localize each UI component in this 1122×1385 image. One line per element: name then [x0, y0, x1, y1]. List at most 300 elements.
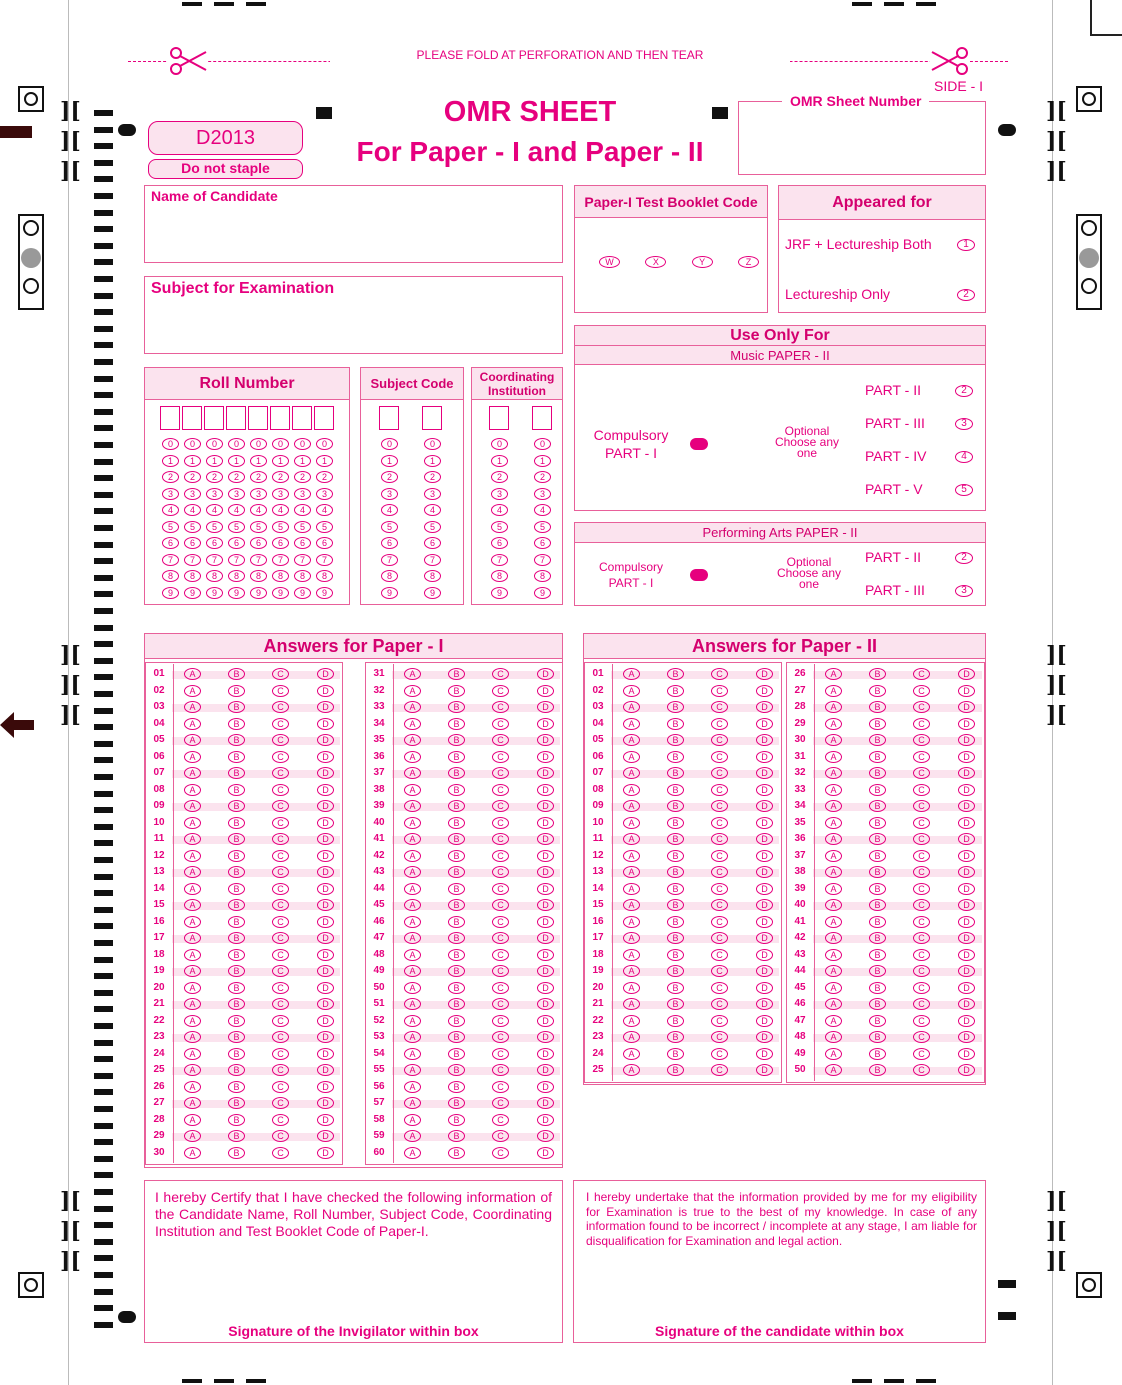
answer-bubble-d[interactable]: D: [958, 1015, 975, 1027]
digit-bubble[interactable]: 6: [294, 537, 311, 549]
answer-bubble-a[interactable]: A: [404, 701, 421, 713]
part-bubble[interactable]: 4: [955, 451, 973, 463]
answer-bubble-d[interactable]: D: [317, 1031, 334, 1043]
answer-bubble-b[interactable]: B: [667, 949, 684, 961]
answer-bubble-a[interactable]: A: [404, 767, 421, 779]
answer-bubble-b[interactable]: B: [667, 1031, 684, 1043]
digit-bubble[interactable]: 8: [381, 570, 398, 582]
digit-bubble[interactable]: 1: [184, 455, 201, 467]
answer-bubble-d[interactable]: D: [756, 1015, 773, 1027]
answer-bubble-d[interactable]: D: [756, 1031, 773, 1043]
answer-bubble-b[interactable]: B: [667, 685, 684, 697]
answer-bubble-d[interactable]: D: [958, 817, 975, 829]
answer-bubble-a[interactable]: A: [184, 833, 201, 845]
answer-bubble-b[interactable]: B: [448, 784, 465, 796]
answer-bubble-a[interactable]: A: [825, 718, 842, 730]
digit-bubble[interactable]: 6: [162, 537, 179, 549]
answer-bubble-b[interactable]: B: [667, 850, 684, 862]
answer-bubble-b[interactable]: B: [869, 833, 886, 845]
digit-bubble[interactable]: 8: [491, 570, 508, 582]
digit-bubble[interactable]: 2: [228, 471, 245, 483]
answer-bubble-b[interactable]: B: [869, 817, 886, 829]
answer-bubble-c[interactable]: C: [711, 932, 728, 944]
answer-bubble-a[interactable]: A: [404, 1130, 421, 1142]
answer-bubble-b[interactable]: B: [448, 883, 465, 895]
digit-entry-box[interactable]: [182, 406, 202, 430]
answer-bubble-c[interactable]: C: [913, 932, 930, 944]
digit-bubble[interactable]: 8: [206, 570, 223, 582]
answer-bubble-a[interactable]: A: [825, 751, 842, 763]
answer-bubble-b[interactable]: B: [448, 1147, 465, 1159]
answer-bubble-a[interactable]: A: [825, 767, 842, 779]
digit-bubble[interactable]: 8: [228, 570, 245, 582]
answer-bubble-a[interactable]: A: [404, 718, 421, 730]
digit-bubble[interactable]: 5: [294, 521, 311, 533]
digit-bubble[interactable]: 9: [316, 587, 333, 599]
answer-bubble-b[interactable]: B: [228, 866, 245, 878]
answer-bubble-c[interactable]: C: [272, 883, 289, 895]
digit-bubble[interactable]: 4: [534, 504, 551, 516]
digit-bubble[interactable]: 4: [228, 504, 245, 516]
answer-bubble-c[interactable]: C: [913, 734, 930, 746]
answer-bubble-c[interactable]: C: [272, 982, 289, 994]
answer-bubble-c[interactable]: C: [492, 982, 509, 994]
answer-bubble-a[interactable]: A: [825, 800, 842, 812]
answer-bubble-b[interactable]: B: [667, 751, 684, 763]
digit-bubble[interactable]: 6: [424, 537, 441, 549]
answer-bubble-c[interactable]: C: [492, 1015, 509, 1027]
answer-bubble-a[interactable]: A: [825, 1031, 842, 1043]
answer-bubble-d[interactable]: D: [537, 1097, 554, 1109]
answer-bubble-c[interactable]: C: [272, 1031, 289, 1043]
answer-bubble-c[interactable]: C: [272, 767, 289, 779]
answer-bubble-d[interactable]: D: [537, 784, 554, 796]
answer-bubble-b[interactable]: B: [228, 949, 245, 961]
answer-bubble-a[interactable]: A: [623, 866, 640, 878]
answer-bubble-c[interactable]: C: [272, 916, 289, 928]
part-bubble[interactable]: 3: [955, 418, 973, 430]
answer-bubble-b[interactable]: B: [667, 767, 684, 779]
answer-bubble-c[interactable]: C: [913, 965, 930, 977]
answer-bubble-d[interactable]: D: [317, 899, 334, 911]
digit-bubble[interactable]: 1: [316, 455, 333, 467]
digit-bubble[interactable]: 6: [206, 537, 223, 549]
answer-bubble-d[interactable]: D: [756, 685, 773, 697]
answer-bubble-a[interactable]: A: [623, 965, 640, 977]
answer-bubble-c[interactable]: C: [492, 734, 509, 746]
answer-bubble-a[interactable]: A: [184, 701, 201, 713]
part-bubble[interactable]: 3: [955, 585, 973, 597]
answer-bubble-b[interactable]: B: [869, 1015, 886, 1027]
answer-bubble-b[interactable]: B: [228, 998, 245, 1010]
answer-bubble-c[interactable]: C: [272, 1015, 289, 1027]
answer-bubble-a[interactable]: A: [825, 899, 842, 911]
answer-bubble-a[interactable]: A: [184, 1130, 201, 1142]
answer-bubble-a[interactable]: A: [623, 1031, 640, 1043]
answer-bubble-a[interactable]: A: [404, 1015, 421, 1027]
answer-bubble-c[interactable]: C: [913, 784, 930, 796]
answer-bubble-c[interactable]: C: [913, 800, 930, 812]
answer-bubble-c[interactable]: C: [711, 1064, 728, 1076]
answer-bubble-d[interactable]: D: [317, 850, 334, 862]
answer-bubble-a[interactable]: A: [404, 1081, 421, 1093]
answer-bubble-a[interactable]: A: [184, 982, 201, 994]
answer-bubble-c[interactable]: C: [492, 718, 509, 730]
digit-bubble[interactable]: 2: [162, 471, 179, 483]
answer-bubble-c[interactable]: C: [492, 932, 509, 944]
omr-number-box[interactable]: [738, 101, 986, 175]
answer-bubble-d[interactable]: D: [537, 1114, 554, 1126]
answer-bubble-a[interactable]: A: [623, 998, 640, 1010]
answer-bubble-a[interactable]: A: [404, 1031, 421, 1043]
digit-bubble[interactable]: 9: [206, 587, 223, 599]
answer-bubble-d[interactable]: D: [537, 998, 554, 1010]
answer-bubble-a[interactable]: A: [825, 701, 842, 713]
digit-bubble[interactable]: 0: [424, 438, 441, 450]
answer-bubble-b[interactable]: B: [667, 734, 684, 746]
part-option[interactable]: [865, 382, 973, 400]
digit-entry-box[interactable]: [226, 406, 246, 430]
answer-bubble-c[interactable]: C: [913, 701, 930, 713]
answer-bubble-d[interactable]: D: [537, 767, 554, 779]
answer-bubble-a[interactable]: A: [825, 916, 842, 928]
answer-bubble-a[interactable]: A: [623, 800, 640, 812]
answer-bubble-a[interactable]: A: [404, 668, 421, 680]
answer-bubble-d[interactable]: D: [317, 751, 334, 763]
answer-bubble-b[interactable]: B: [667, 833, 684, 845]
answer-bubble-a[interactable]: A: [404, 949, 421, 961]
digit-bubble[interactable]: 2: [206, 471, 223, 483]
digit-bubble[interactable]: 6: [316, 537, 333, 549]
answer-bubble-c[interactable]: C: [272, 1048, 289, 1060]
answer-bubble-a[interactable]: A: [404, 817, 421, 829]
answer-bubble-a[interactable]: A: [404, 1064, 421, 1076]
digit-bubble[interactable]: 9: [162, 587, 179, 599]
answer-bubble-b[interactable]: B: [448, 1114, 465, 1126]
answer-bubble-b[interactable]: B: [869, 685, 886, 697]
digit-bubble[interactable]: 1: [491, 455, 508, 467]
answer-bubble-b[interactable]: B: [448, 965, 465, 977]
answer-bubble-c[interactable]: C: [913, 850, 930, 862]
booklet-option-x[interactable]: X: [645, 256, 666, 268]
answer-bubble-c[interactable]: C: [913, 817, 930, 829]
answer-bubble-d[interactable]: D: [317, 949, 334, 961]
answer-bubble-b[interactable]: B: [448, 767, 465, 779]
answer-bubble-b[interactable]: B: [667, 784, 684, 796]
answer-bubble-d[interactable]: D: [537, 1064, 554, 1076]
answer-bubble-d[interactable]: D: [537, 916, 554, 928]
answer-bubble-c[interactable]: C: [492, 1031, 509, 1043]
answer-bubble-a[interactable]: A: [825, 668, 842, 680]
answer-bubble-d[interactable]: D: [958, 899, 975, 911]
answer-bubble-a[interactable]: A: [623, 932, 640, 944]
answer-bubble-b[interactable]: B: [228, 1031, 245, 1043]
answer-bubble-c[interactable]: C: [711, 916, 728, 928]
answer-bubble-a[interactable]: A: [184, 1031, 201, 1043]
digit-bubble[interactable]: 2: [184, 471, 201, 483]
answer-bubble-b[interactable]: B: [448, 1015, 465, 1027]
digit-bubble[interactable]: 2: [294, 471, 311, 483]
answer-bubble-c[interactable]: C: [272, 800, 289, 812]
answer-bubble-a[interactable]: A: [623, 685, 640, 697]
digit-entry-box[interactable]: [270, 406, 290, 430]
digit-bubble[interactable]: 8: [250, 570, 267, 582]
answer-bubble-d[interactable]: D: [958, 1048, 975, 1060]
answer-bubble-a[interactable]: A: [404, 899, 421, 911]
answer-bubble-c[interactable]: C: [711, 685, 728, 697]
digit-entry-box[interactable]: [160, 406, 180, 430]
answer-bubble-d[interactable]: D: [317, 1097, 334, 1109]
answer-bubble-a[interactable]: A: [825, 833, 842, 845]
answer-bubble-d[interactable]: D: [317, 784, 334, 796]
answer-bubble-b[interactable]: B: [228, 800, 245, 812]
subject-field[interactable]: [144, 276, 563, 354]
answer-bubble-b[interactable]: B: [228, 1015, 245, 1027]
digit-bubble[interactable]: 9: [381, 587, 398, 599]
answer-bubble-a[interactable]: A: [623, 949, 640, 961]
answer-bubble-a[interactable]: A: [184, 685, 201, 697]
digit-bubble[interactable]: 4: [162, 504, 179, 516]
answer-bubble-a[interactable]: A: [184, 1114, 201, 1126]
answer-bubble-c[interactable]: C: [272, 784, 289, 796]
answer-bubble-c[interactable]: C: [272, 1130, 289, 1142]
digit-bubble[interactable]: 3: [294, 488, 311, 500]
answer-bubble-c[interactable]: C: [492, 1130, 509, 1142]
answer-bubble-c[interactable]: C: [492, 767, 509, 779]
answer-bubble-a[interactable]: A: [184, 850, 201, 862]
answer-bubble-b[interactable]: B: [667, 866, 684, 878]
answer-bubble-a[interactable]: A: [623, 668, 640, 680]
appeared-option-2-bubble[interactable]: 2: [957, 289, 975, 301]
answer-bubble-a[interactable]: A: [184, 800, 201, 812]
digit-bubble[interactable]: 3: [491, 488, 508, 500]
digit-bubble[interactable]: 1: [206, 455, 223, 467]
answer-bubble-c[interactable]: C: [272, 668, 289, 680]
answer-bubble-c[interactable]: C: [711, 982, 728, 994]
answer-bubble-b[interactable]: B: [667, 817, 684, 829]
answer-bubble-c[interactable]: C: [711, 817, 728, 829]
answer-bubble-d[interactable]: D: [317, 685, 334, 697]
digit-bubble[interactable]: 8: [162, 570, 179, 582]
answer-bubble-a[interactable]: A: [184, 998, 201, 1010]
answer-bubble-a[interactable]: A: [404, 883, 421, 895]
answer-bubble-b[interactable]: B: [869, 701, 886, 713]
answer-bubble-b[interactable]: B: [228, 668, 245, 680]
digit-entry-box[interactable]: [204, 406, 224, 430]
answer-bubble-b[interactable]: B: [448, 949, 465, 961]
answer-bubble-c[interactable]: C: [492, 998, 509, 1010]
answer-bubble-c[interactable]: C: [492, 701, 509, 713]
answer-bubble-b[interactable]: B: [667, 932, 684, 944]
answer-bubble-d[interactable]: D: [317, 668, 334, 680]
digit-bubble[interactable]: 8: [184, 570, 201, 582]
answer-bubble-c[interactable]: C: [711, 701, 728, 713]
answer-bubble-b[interactable]: B: [869, 718, 886, 730]
answer-bubble-c[interactable]: C: [913, 751, 930, 763]
booklet-option-y[interactable]: Y: [692, 256, 713, 268]
answer-bubble-a[interactable]: A: [825, 850, 842, 862]
answer-bubble-a[interactable]: A: [623, 883, 640, 895]
answer-bubble-c[interactable]: C: [492, 751, 509, 763]
answer-bubble-a[interactable]: A: [404, 1147, 421, 1159]
answer-bubble-d[interactable]: D: [958, 850, 975, 862]
answer-bubble-a[interactable]: A: [184, 1064, 201, 1076]
booklet-option-z[interactable]: Z: [738, 256, 759, 268]
answer-bubble-a[interactable]: A: [825, 949, 842, 961]
answer-bubble-b[interactable]: B: [667, 668, 684, 680]
answer-bubble-a[interactable]: A: [184, 1147, 201, 1159]
answer-bubble-a[interactable]: A: [404, 932, 421, 944]
answer-bubble-d[interactable]: D: [537, 1147, 554, 1159]
answer-bubble-c[interactable]: C: [492, 866, 509, 878]
answer-bubble-b[interactable]: B: [667, 1064, 684, 1076]
digit-bubble[interactable]: 5: [491, 521, 508, 533]
digit-bubble[interactable]: 2: [424, 471, 441, 483]
answer-bubble-c[interactable]: C: [711, 734, 728, 746]
digit-bubble[interactable]: 6: [184, 537, 201, 549]
answer-bubble-d[interactable]: D: [537, 1048, 554, 1060]
answer-bubble-a[interactable]: A: [404, 734, 421, 746]
answer-bubble-d[interactable]: D: [537, 949, 554, 961]
answer-bubble-b[interactable]: B: [228, 1048, 245, 1060]
digit-bubble[interactable]: 4: [272, 504, 289, 516]
answer-bubble-c[interactable]: C: [272, 1114, 289, 1126]
digit-bubble[interactable]: 7: [316, 554, 333, 566]
digit-bubble[interactable]: 5: [534, 521, 551, 533]
answer-bubble-a[interactable]: A: [623, 718, 640, 730]
digit-bubble[interactable]: 5: [184, 521, 201, 533]
answer-bubble-a[interactable]: A: [404, 982, 421, 994]
digit-bubble[interactable]: 5: [381, 521, 398, 533]
answer-bubble-b[interactable]: B: [228, 701, 245, 713]
digit-bubble[interactable]: 5: [424, 521, 441, 533]
answer-bubble-a[interactable]: A: [404, 685, 421, 697]
answer-bubble-a[interactable]: A: [623, 899, 640, 911]
answer-bubble-b[interactable]: B: [448, 998, 465, 1010]
answer-bubble-a[interactable]: A: [184, 866, 201, 878]
answer-bubble-b[interactable]: B: [869, 998, 886, 1010]
answer-bubble-b[interactable]: B: [869, 965, 886, 977]
digit-bubble[interactable]: 7: [381, 554, 398, 566]
digit-bubble[interactable]: 3: [184, 488, 201, 500]
answer-bubble-a[interactable]: A: [404, 850, 421, 862]
answer-bubble-c[interactable]: C: [711, 668, 728, 680]
answer-bubble-c[interactable]: C: [272, 751, 289, 763]
answer-bubble-a[interactable]: A: [184, 784, 201, 796]
answer-bubble-d[interactable]: D: [537, 1130, 554, 1142]
candidate-undertake-box[interactable]: [573, 1180, 986, 1343]
answer-bubble-b[interactable]: B: [228, 1064, 245, 1076]
answer-bubble-c[interactable]: C: [492, 1097, 509, 1109]
answer-bubble-b[interactable]: B: [448, 1081, 465, 1093]
digit-bubble[interactable]: 7: [534, 554, 551, 566]
answer-bubble-a[interactable]: A: [184, 1097, 201, 1109]
digit-bubble[interactable]: 8: [316, 570, 333, 582]
digit-bubble[interactable]: 6: [250, 537, 267, 549]
answer-bubble-a[interactable]: A: [184, 916, 201, 928]
answer-bubble-a[interactable]: A: [184, 949, 201, 961]
digit-entry-box[interactable]: [532, 406, 552, 430]
answer-bubble-c[interactable]: C: [913, 916, 930, 928]
answer-bubble-b[interactable]: B: [667, 701, 684, 713]
part-option[interactable]: [865, 481, 973, 499]
digit-bubble[interactable]: 7: [228, 554, 245, 566]
answer-bubble-c[interactable]: C: [492, 850, 509, 862]
answer-bubble-b[interactable]: B: [869, 883, 886, 895]
digit-bubble[interactable]: 4: [184, 504, 201, 516]
answer-bubble-c[interactable]: C: [711, 1015, 728, 1027]
answer-bubble-d[interactable]: D: [537, 883, 554, 895]
digit-bubble[interactable]: 0: [381, 438, 398, 450]
digit-bubble[interactable]: 4: [381, 504, 398, 516]
answer-bubble-a[interactable]: A: [184, 734, 201, 746]
answer-bubble-b[interactable]: B: [667, 998, 684, 1010]
answer-bubble-c[interactable]: C: [272, 718, 289, 730]
answer-bubble-d[interactable]: D: [756, 701, 773, 713]
digit-bubble[interactable]: 3: [316, 488, 333, 500]
answer-bubble-d[interactable]: D: [756, 767, 773, 779]
answer-bubble-a[interactable]: A: [825, 817, 842, 829]
answer-bubble-a[interactable]: A: [184, 767, 201, 779]
answer-bubble-d[interactable]: D: [537, 751, 554, 763]
answer-bubble-a[interactable]: A: [825, 734, 842, 746]
digit-bubble[interactable]: 1: [381, 455, 398, 467]
answer-bubble-b[interactable]: B: [869, 734, 886, 746]
part-option[interactable]: [865, 549, 973, 567]
answer-bubble-d[interactable]: D: [756, 734, 773, 746]
answer-bubble-c[interactable]: C: [913, 767, 930, 779]
appeared-option-1-bubble[interactable]: 1: [957, 239, 975, 251]
digit-bubble[interactable]: 7: [206, 554, 223, 566]
answer-bubble-a[interactable]: A: [184, 718, 201, 730]
answer-bubble-c[interactable]: C: [272, 833, 289, 845]
digit-entry-box[interactable]: [248, 406, 268, 430]
answer-bubble-a[interactable]: A: [404, 998, 421, 1010]
answer-bubble-d[interactable]: D: [317, 1081, 334, 1093]
part-option[interactable]: [865, 415, 973, 433]
digit-bubble[interactable]: 7: [491, 554, 508, 566]
answer-bubble-c[interactable]: C: [492, 833, 509, 845]
answer-bubble-a[interactable]: A: [825, 1064, 842, 1076]
answer-bubble-c[interactable]: C: [272, 1081, 289, 1093]
answer-bubble-d[interactable]: D: [317, 1114, 334, 1126]
answer-bubble-a[interactable]: A: [184, 1015, 201, 1027]
answer-bubble-d[interactable]: D: [317, 1147, 334, 1159]
answer-bubble-b[interactable]: B: [667, 982, 684, 994]
answer-bubble-d[interactable]: D: [537, 701, 554, 713]
answer-bubble-d[interactable]: D: [537, 982, 554, 994]
answer-bubble-b[interactable]: B: [667, 718, 684, 730]
answer-bubble-c[interactable]: C: [913, 982, 930, 994]
answer-bubble-c[interactable]: C: [272, 1097, 289, 1109]
answer-bubble-c[interactable]: C: [492, 949, 509, 961]
answer-bubble-c[interactable]: C: [913, 998, 930, 1010]
answer-bubble-b[interactable]: B: [228, 883, 245, 895]
answer-bubble-a[interactable]: A: [623, 982, 640, 994]
answer-bubble-b[interactable]: B: [228, 1147, 245, 1159]
answer-bubble-d[interactable]: D: [317, 734, 334, 746]
answer-bubble-c[interactable]: C: [711, 833, 728, 845]
digit-bubble[interactable]: 0: [162, 438, 179, 450]
answer-bubble-d[interactable]: D: [537, 899, 554, 911]
answer-bubble-a[interactable]: A: [184, 932, 201, 944]
answer-bubble-c[interactable]: C: [492, 668, 509, 680]
answer-bubble-b[interactable]: B: [228, 982, 245, 994]
answer-bubble-d[interactable]: D: [756, 833, 773, 845]
answer-bubble-c[interactable]: C: [492, 965, 509, 977]
answer-bubble-b[interactable]: B: [228, 1097, 245, 1109]
digit-bubble[interactable]: 2: [272, 471, 289, 483]
